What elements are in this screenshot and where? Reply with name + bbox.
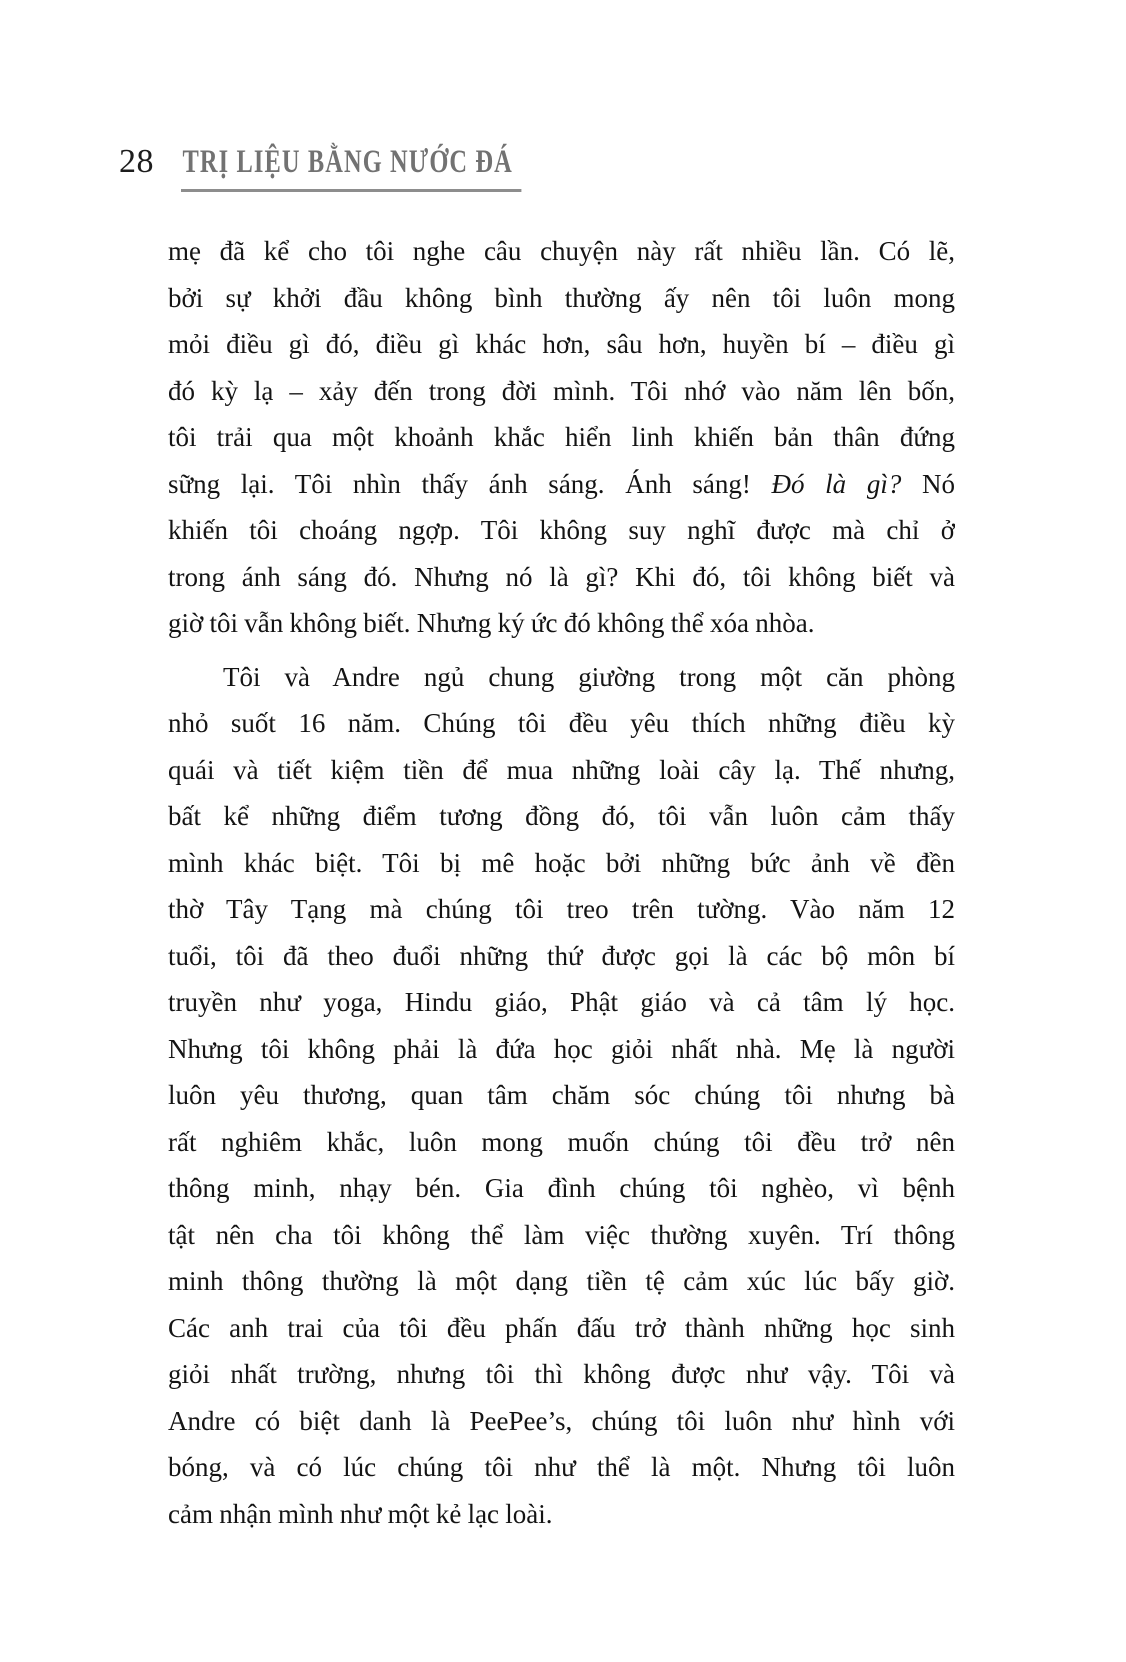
- paragraph: [168, 654, 955, 1538]
- text-segment: cảm nhận mình như một kẻ lạc loài.: [168, 1498, 553, 1529]
- text-line: [168, 979, 955, 1026]
- italic-text-segment: Đó là gì?: [771, 468, 902, 499]
- text-line: [168, 600, 955, 647]
- text-line: [168, 228, 955, 275]
- text-segment: bởi sự khởi đầu không bình thường ấy nên tôi luôn mong: [168, 282, 955, 313]
- text-segment: trong ánh sáng đó. Nhưng nó là gì? Khi đó, tôi không biết và: [168, 561, 955, 592]
- page-number: 28: [119, 143, 154, 180]
- text-segment: sững lại. Tôi nhìn thấy ánh sáng. Ánh sáng!: [168, 468, 772, 499]
- text-line: [168, 1305, 955, 1352]
- running-title-underline: [181, 142, 522, 192]
- text-line: [168, 1119, 955, 1166]
- text-segment: Tôi và Andre ngủ chung giường trong một căn phòng: [223, 661, 955, 692]
- text-segment: quái và tiết kiệm tiền để mua những loài cây lạ. Thế nhưng,: [168, 754, 955, 785]
- text-segment: khiến tôi choáng ngợp. Tôi không suy nghĩ được mà chỉ ở: [168, 515, 955, 545]
- text-line: [168, 1212, 955, 1259]
- text-segment: giờ tôi vẫn không biết. Nhưng ký ức đó không thể xóa nhòa.: [168, 608, 815, 638]
- text-line: [168, 1398, 955, 1445]
- text-line: [168, 321, 955, 368]
- text-segment: bất kể những điểm tương đồng đó, tôi vẫn luôn cảm thấy: [168, 801, 955, 831]
- text-segment: tật nên cha tôi không thể làm việc thường xuyên. Trí thông: [168, 1219, 955, 1250]
- text-line: [168, 886, 955, 933]
- text-line: [168, 1444, 955, 1491]
- page-body: [168, 228, 955, 1537]
- text-line: [168, 840, 955, 887]
- text-segment: đó kỳ lạ – xảy đến trong đời mình. Tôi nhớ vào năm lên bốn,: [168, 375, 955, 406]
- text-segment: tôi trải qua một khoảnh khắc hiển linh khiến bản thân đứng: [168, 422, 955, 452]
- text-segment: truyền như yoga, Hindu giáo, Phật giáo và cả tâm lý học.: [168, 987, 955, 1017]
- text-line: [168, 1165, 955, 1212]
- text-segment: mỏi điều gì đó, điều gì khác hơn, sâu hơn, huyền bí – điều gì: [168, 329, 955, 359]
- text-line: [168, 414, 955, 461]
- text-segment: minh thông thường là một dạng tiền tệ cảm xúc lúc bấy giờ.: [168, 1266, 955, 1296]
- text-segment: nhỏ suốt 16 năm. Chúng tôi đều yêu thích những điều kỳ: [168, 708, 955, 738]
- text-line: [168, 1491, 955, 1538]
- text-line: [168, 368, 955, 415]
- text-segment: rất nghiêm khắc, luôn mong muốn chúng tôi đều trở nên: [168, 1126, 955, 1157]
- text-segment: mẹ đã kể cho tôi nghe câu chuyện này rất nhiều lần. Có lẽ,: [168, 236, 955, 266]
- text-segment: thờ Tây Tạng mà chúng tôi treo trên tường. Vào năm 12: [168, 894, 955, 924]
- text-line: [168, 793, 955, 840]
- text-segment: tuổi, tôi đã theo đuổi những thứ được gọi là các bộ môn bí: [168, 940, 955, 971]
- text-segment: Andre có biệt danh là PeePee’s, chúng tôi luôn như hình với: [168, 1405, 955, 1436]
- text-line: [168, 933, 955, 980]
- text-line: [168, 1258, 955, 1305]
- paragraph: [168, 228, 955, 647]
- text-segment: giỏi nhất trường, nhưng tôi thì không được như vậy. Tôi và: [168, 1359, 955, 1389]
- running-header: [119, 142, 641, 192]
- text-line: [168, 275, 955, 322]
- text-segment: thông minh, nhạy bén. Gia đình chúng tôi nghèo, vì bệnh: [168, 1173, 955, 1203]
- text-segment: Nhưng tôi không phải là đứa học giỏi nhất nhà. Mẹ là người: [168, 1033, 955, 1064]
- text-line: [168, 700, 955, 747]
- text-segment: bóng, và có lúc chúng tôi như thể là một. Nhưng tôi luôn: [168, 1452, 955, 1482]
- text-line: [168, 1351, 955, 1398]
- text-line: [168, 507, 955, 554]
- running-title: TRỊ LIỆU BẰNG NƯỚC ĐÁ: [182, 144, 513, 180]
- text-segment: Các anh trai của tôi đều phấn đấu trở thành những học sinh: [168, 1312, 955, 1343]
- text-line: [168, 554, 955, 601]
- text-segment: mình khác biệt. Tôi bị mê hoặc bởi những bức ảnh về đền: [168, 847, 955, 878]
- text-segment: luôn yêu thương, quan tâm chăm sóc chúng tôi nhưng bà: [168, 1080, 955, 1110]
- text-line: [168, 1026, 955, 1073]
- text-line: [168, 1072, 955, 1119]
- text-line: [168, 461, 955, 508]
- text-segment: Nó: [901, 468, 955, 499]
- text-line: [168, 747, 955, 794]
- text-line: [168, 654, 955, 701]
